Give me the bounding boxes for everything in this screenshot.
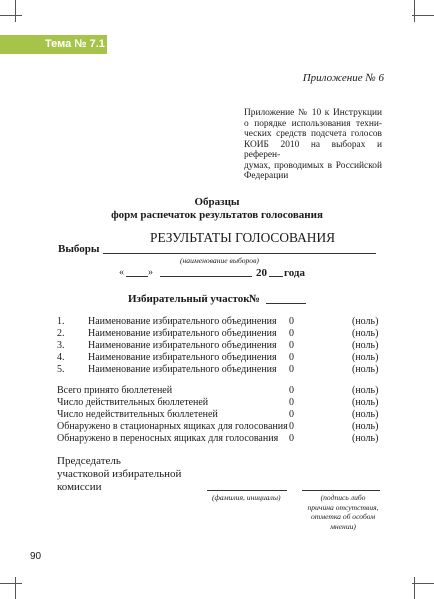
row-name: Наименование избирательного объединения	[88, 364, 277, 375]
row-name: Обнаружено в стационарных ящиках для голосования	[57, 421, 288, 432]
date-month-line	[160, 276, 252, 277]
row-name: Обнаружено в переносных ящиках для голосования	[57, 433, 279, 444]
crop-mark-bottom-left-h	[0, 583, 22, 584]
precinct-number-line	[266, 303, 306, 304]
row-value-words: (ноль)	[352, 364, 379, 375]
reference-line: КОИБ 2010 на выборах и референ-	[244, 139, 382, 160]
row-value: 0	[289, 385, 294, 396]
signature-name-line	[207, 490, 287, 491]
precinct-number-sign: №	[249, 293, 261, 305]
chairman-block	[57, 455, 181, 494]
elections-line	[103, 253, 376, 254]
row-number: 2.	[57, 328, 65, 339]
row-value: 0	[289, 328, 294, 339]
date-close-quote: »	[148, 267, 153, 278]
crop-mark-top-left-v	[15, 0, 16, 22]
row-name: Наименование избирательного объединения	[88, 340, 277, 351]
elections-caption: (наименование выборов)	[180, 256, 259, 265]
results-title: РЕЗУЛЬТАТЫ ГОЛОСОВАНИЯ	[150, 230, 336, 245]
reference-line: о порядке использования техни-	[244, 118, 382, 129]
heading-line-2: форм распечаток результатов голосования	[111, 209, 323, 221]
topic-badge	[0, 35, 107, 54]
row-value: 0	[289, 316, 294, 327]
precinct-label: Избирательный участок	[128, 293, 250, 305]
signature-line	[302, 490, 380, 491]
reference-line: думах, проводимых в Российской	[244, 160, 382, 171]
row-value: 0	[289, 433, 294, 444]
row-value-words: (ноль)	[352, 340, 379, 351]
chairman-line: комиссии	[57, 481, 102, 493]
reference-line: Приложение № 10 к Инструкции	[244, 108, 382, 118]
row-number: 3.	[57, 340, 65, 351]
chairman-line: участковой избирательной	[57, 468, 182, 480]
row-value: 0	[289, 397, 294, 408]
crop-mark-bottom-right-v	[414, 577, 415, 599]
row-value-words: (ноль)	[352, 328, 379, 339]
row-name: Число действительных бюллетеней	[57, 397, 209, 408]
row-value-words: (ноль)	[352, 352, 379, 363]
date-year-suffix: года	[284, 267, 305, 279]
signature-caption-line: отметка об особом	[310, 512, 376, 521]
date-year-label: 20	[256, 267, 267, 279]
row-value-words: (ноль)	[352, 409, 379, 420]
reference-note	[244, 108, 382, 182]
row-value: 0	[289, 364, 294, 375]
row-value-words: (ноль)	[352, 385, 379, 396]
page-number: 90	[30, 551, 42, 562]
row-value: 0	[289, 352, 294, 363]
appendix-title: Приложение № 6	[302, 72, 384, 84]
row-number: 1.	[57, 316, 65, 327]
crop-mark-top-right-v	[414, 0, 415, 22]
crop-mark-bottom-right-h	[412, 583, 434, 584]
reference-line: ческих средств подсчета голосов	[244, 129, 382, 139]
row-number: 4.	[57, 352, 65, 363]
signature-caption	[300, 493, 386, 531]
date-open-quote: «	[119, 267, 124, 278]
crop-mark-top-left-h	[0, 15, 22, 16]
crop-mark-top-right-h	[412, 15, 434, 16]
signature-name-caption: (фамилия, инициалы)	[212, 493, 281, 502]
row-value-words: (ноль)	[352, 316, 379, 327]
row-value: 0	[289, 409, 294, 420]
row-value: 0	[289, 340, 294, 351]
heading-line-1: Образцы	[194, 196, 240, 208]
signature-caption-line: мнении)	[330, 521, 356, 531]
chairman-line: Председатель	[57, 455, 121, 467]
crop-mark-bottom-left-v	[15, 577, 16, 599]
row-name: Всего принято бюллетеней	[57, 385, 173, 396]
row-value-words: (ноль)	[352, 421, 379, 432]
reference-line: Федерации	[244, 171, 289, 181]
row-name: Число недействительных бюллетеней	[57, 409, 218, 420]
row-name: Наименование избирательного объединения	[88, 316, 277, 327]
signature-caption-line: причина отсутствия,	[307, 502, 379, 512]
elections-label: Выборы	[58, 243, 100, 255]
topic-badge-label: Тема № 7.1	[45, 38, 105, 50]
row-value-words: (ноль)	[352, 433, 379, 444]
row-name: Наименование избирательного объединения	[88, 328, 277, 339]
row-value-words: (ноль)	[352, 397, 379, 408]
row-value: 0	[289, 421, 294, 432]
signature-caption-line: (подпись либо	[320, 493, 366, 502]
date-day-line	[126, 276, 148, 277]
row-name: Наименование избирательного объединения	[88, 352, 277, 363]
row-number: 5.	[57, 364, 65, 375]
date-year-line	[269, 276, 283, 277]
